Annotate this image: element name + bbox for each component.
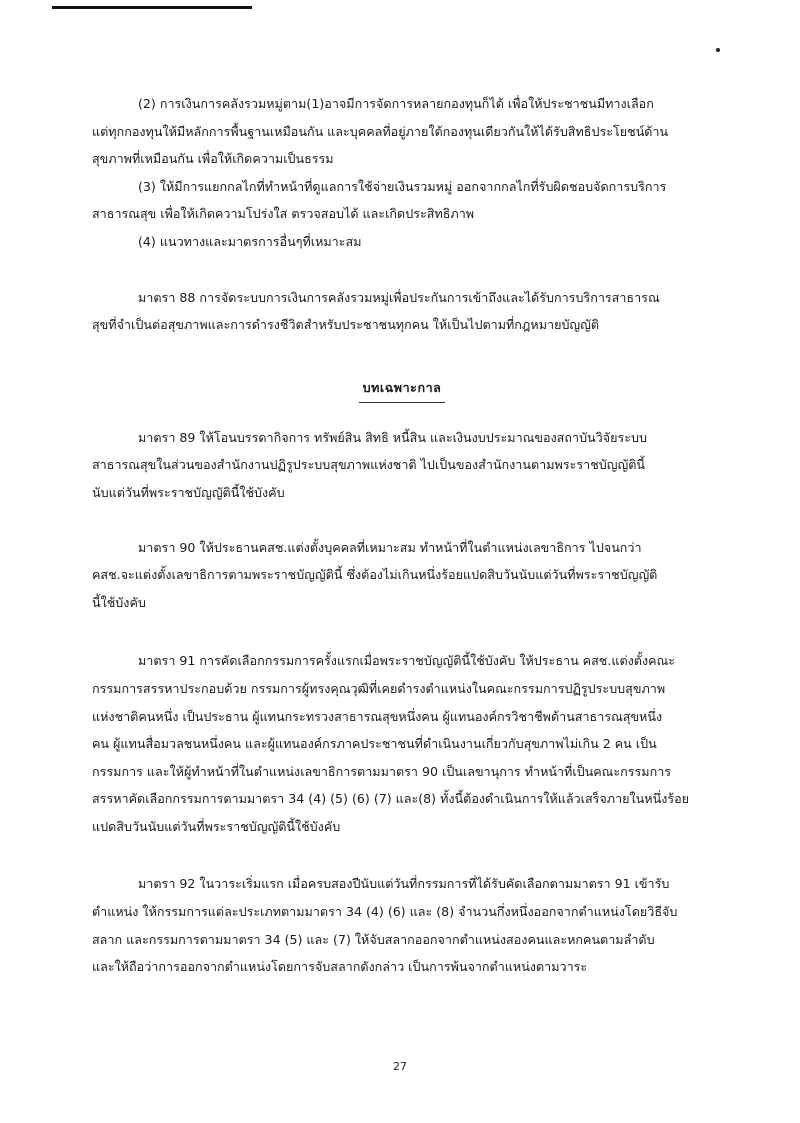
- text-line: สาธารณสุขในส่วนของสำนักงานปฏิรูประบบสุขภาพแห่งชาติ ไปเป็นของสำนักงานตามพระราชบัญญัตินี้: [92, 457, 645, 473]
- text-line: มาตรา 91 การคัดเลือกกรรมการครั้งแรกเมื่อพระราชบัญญัตินี้ใช้บังคับ ให้ประธาน คสช.แต่งตั้งคณะ: [138, 653, 675, 669]
- text-line: คน ผู้แทนสื่อมวลชนหนึ่งคน และผู้แทนองค์กรภาคประชาชนที่ดำเนินงานเกี่ยวกับสุขภาพไม่เกิน 2 คน เป็น: [92, 736, 657, 752]
- clause-2-paragraph: [92, 90, 712, 173]
- page-number: 27: [393, 1060, 407, 1073]
- text-line: มาตรา 90 ให้ประธานคสช.แต่งตั้งบุคคลที่เหมาะสม ทำหน้าที่ในตำแหน่งเลขาธิการ ไปจนกว่า: [138, 539, 642, 555]
- text-line: มาตรา 88 การจัดระบบการเงินการคลังรวมหมู่เพื่อประกันการเข้าถึงและได้รับการบริการสาธารณ: [138, 289, 660, 305]
- section-89-paragraph: [92, 424, 712, 507]
- section-92-paragraph: [92, 870, 712, 980]
- section-88-paragraph: [92, 284, 712, 339]
- text-line: แต่ทุกกองทุนให้มีหลักการพื้นฐานเหมือนกัน และบุคคลที่อยู่ภายใต้กองทุนเดียวกันให้ได้รับสิทธิประโยชน์ด้าน: [92, 123, 669, 139]
- text-line: สลาก และกรรมการตามมาตรา 34 (5) และ (7) ให้จับสลากออกจากตำแหน่งสองคนและหกคนตามลำดับ: [92, 931, 655, 947]
- top-rule-divider: [52, 6, 252, 9]
- section-90-paragraph: [92, 534, 712, 617]
- text-line: กรรมการสรรหาประกอบด้วย กรรมการผู้ทรงคุณวุฒิที่เคยดำรงตำแหน่งในคณะกรรมการปฏิรูประบบสุขภาพ: [92, 680, 666, 696]
- text-line: สรรหาคัดเลือกกรรมการตามมาตรา 34 (4) (5) (6) (7) และ(8) ทั้งนี้ต้องดำเนินการให้แล้วเสร็จภายในหนึ่งร้อย: [92, 791, 690, 807]
- transitional-provisions-heading: บทเฉพาะกาล: [362, 379, 442, 395]
- clause-4-paragraph: [92, 228, 712, 256]
- text-line: มาตรา 92 ในวาระเริ่มแรก เมื่อครบสองปีนับแต่วันที่กรรมการที่ได้รับคัดเลือกตามมาตรา 91 เข้ารับ: [138, 876, 670, 892]
- page-content: [92, 90, 712, 981]
- text-line: (3) ให้มีการแยกกลไกที่ทำหน้าที่ดูแลการใช้จ่ายเงินรวมหมู่ ออกจากกลไกที่รับผิดชอบจัดการบริการ: [138, 178, 667, 194]
- transitional-heading-wrap: [92, 377, 712, 403]
- text-line: (2) การเงินการคลังรวมหมู่ตาม(1)อาจมีการจัดการหลายกองทุนก็ได้ เพื่อให้ประชาชนมีทางเลือก: [138, 96, 654, 111]
- scan-speck: [716, 48, 720, 52]
- text-line: และให้ถือว่าการออกจากตำแหน่งโดยการจับสลากดังกล่าว เป็นการพ้นจากตำแหน่งตามวาระ: [92, 959, 588, 975]
- heading-underline: [359, 402, 445, 403]
- text-line: มาตรา 89 ให้โอนบรรดากิจการ ทรัพย์สิน สิทธิ หนี้สิน และเงินงบประมาณของสถาบันวิจัยระบบ: [138, 429, 648, 445]
- text-line: (4) แนวทางและมาตรการอื่นๆที่เหมาะสม: [138, 233, 362, 249]
- section-91-paragraph: [92, 647, 712, 840]
- text-line: นี้ใช้บังคับ: [92, 594, 146, 610]
- clause-3-paragraph: [92, 173, 712, 228]
- text-line: นับแต่วันที่พระราชบัญญัตินี้ใช้บังคับ: [92, 484, 285, 500]
- text-line: คสช.จะแต่งตั้งเลขาธิการตามพระราชบัญญัตินี้ ซึ่งต้องไม่เกินหนึ่งร้อยแปดสิบวันนับแต่วันที่พระราชบัญญัติ: [92, 567, 658, 583]
- text-line: แห่งชาติคนหนึ่ง เป็นประธาน ผู้แทนกระทรวงสาธารณสุขหนึ่งคน ผู้แทนองค์กรวิชาชีพด้านสาธารณสุขหนึ่ง: [92, 708, 663, 724]
- text-line: กรรมการ และให้ผู้ทำหน้าที่ในตำแหน่งเลขาธิการตามมาตรา 90 เป็นเลขานุการ ทำหน้าที่เป็นคณะกรรมการ: [92, 763, 672, 779]
- text-line: สุขที่จำเป็นต่อสุขภาพและการดำรงชีวิตสำหรับประชาชนทุกคน ให้เป็นไปตามที่กฎหมายบัญญัติ: [92, 317, 600, 333]
- text-line: สาธารณสุข เพื่อให้เกิดความโปร่งใส ตรวจสอบได้ และเกิดประสิทธิภาพ: [92, 206, 475, 222]
- text-line: แปดสิบวันนับแต่วันที่พระราชบัญญัตินี้ใช้บังคับ: [92, 818, 341, 834]
- text-line: ตำแหน่ง ให้กรรมการแต่ละประเภทตามมาตรา 34 (4) (6) และ (8) จำนวนกึ่งหนึ่งออกจากตำแหน่งโดยวิธีจับ: [92, 904, 678, 920]
- text-line: สุขภาพที่เหมือนกัน เพื่อให้เกิดความเป็นธรรม: [92, 151, 334, 167]
